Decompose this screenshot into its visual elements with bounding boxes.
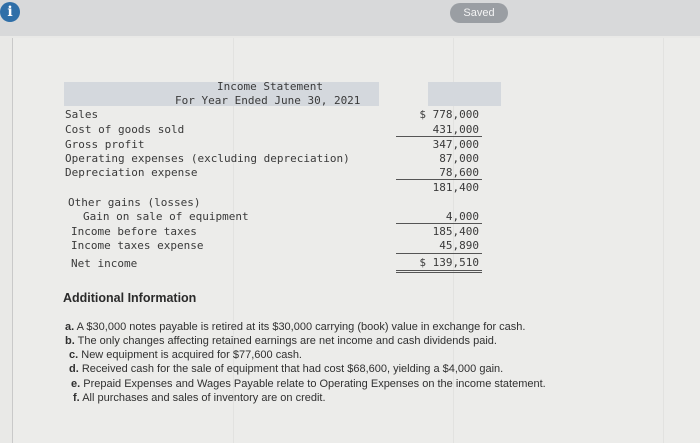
underline-rule [396,136,482,137]
statement-title: Income Statement [217,80,323,93]
value-depreciation: 78,600 [439,166,479,179]
content-panel [12,38,700,443]
note-c [69,349,302,361]
value-sales: $ 778,000 [419,108,479,121]
row-label-operating-expenses: Operating expenses (excluding depreciation) [65,152,350,165]
note-e [71,378,546,390]
panel-gridline [663,38,664,443]
note-f [73,392,326,404]
note-text: All purchases and sales of inventory are on credit. [82,392,326,404]
note-text: A $30,000 notes payable is retired at its $30,000 carrying (book) value in exchange for cash. [76,321,526,333]
note-letter: b. [65,335,75,347]
note-text: Received cash for the sale of equipment that had cost $68,600, yielding a $4,000 gain. [81,363,504,375]
additional-info-title: Additional Information [63,291,197,305]
note-text: The only changes affecting retained earnings are net income and cash dividends paid. [77,335,497,347]
statement-header-band-right [428,82,501,106]
value-income-before-taxes: 185,400 [432,225,479,238]
note-letter: f. [73,392,80,404]
note-letter: a. [65,321,75,333]
note-b [65,335,497,347]
note-text: Prepaid Expenses and Wages Payable relate to Operating Expenses on the income statement. [83,378,546,390]
row-label-gain-on-sale: Gain on sale of equipment [83,210,249,223]
double-underline-rule [396,272,482,273]
value-gross-profit: 347,000 [432,138,479,151]
row-label-sales: Sales [65,108,99,121]
row-label-net-income: Net income [71,257,138,270]
row-label-income-taxes: Income taxes expense [71,239,204,252]
underline-rule [396,179,482,180]
value-cogs: 431,000 [432,123,479,136]
saved-status-badge: Saved [450,3,508,23]
value-operating-expenses: 87,000 [439,152,479,165]
note-d [69,363,503,375]
row-label-cogs: Cost of goods sold [65,123,185,136]
note-letter: d. [69,363,79,375]
value-subtotal: 181,400 [432,181,479,194]
statement-subtitle: For Year Ended June 30, 2021 [175,94,361,107]
double-underline-rule [396,270,482,271]
note-text: New equipment is acquired for $77,600 cash. [81,349,302,361]
value-net-income: $ 139,510 [419,256,479,269]
note-letter: c. [69,349,79,361]
underline-rule [396,253,482,254]
info-icon[interactable]: i [0,2,20,22]
row-label-gross-profit: Gross profit [65,138,145,151]
row-label-income-before-taxes: Income before taxes [71,225,197,238]
value-income-taxes: 45,890 [439,239,479,252]
row-label-other-gains: Other gains (losses) [68,196,201,209]
top-bar [0,0,700,36]
note-letter: e. [71,378,81,390]
note-a [65,321,525,333]
value-gain-on-sale: 4,000 [445,210,479,223]
row-label-depreciation: Depreciation expense [65,166,198,179]
underline-rule [396,223,482,224]
